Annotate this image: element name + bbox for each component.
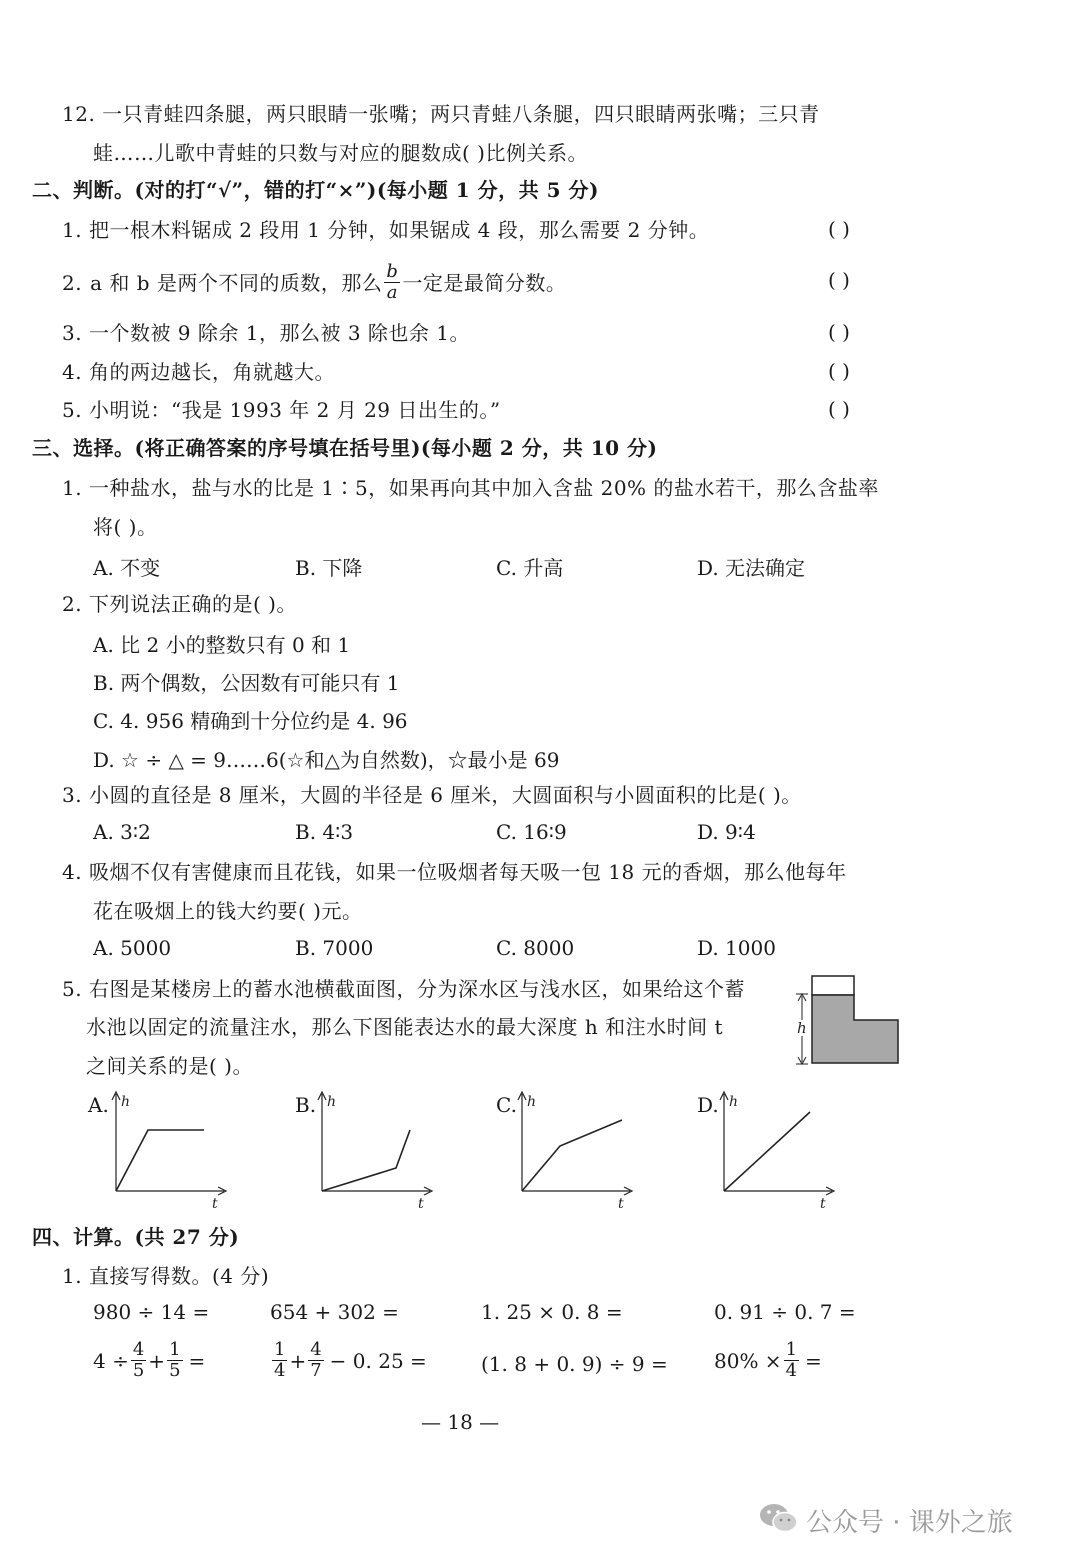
s2-item-2 xyxy=(62,262,566,303)
calc-r2-2-op: + xyxy=(289,1348,307,1373)
graph-d-y-label: h xyxy=(729,1094,739,1110)
s3-q3-line1: 3. 小圆的直径是 8 厘米，大圆的半径是 6 厘米，大圆面积与小圆面积的比是( )。 xyxy=(62,783,802,807)
calc-r2-1-op: + xyxy=(148,1348,166,1373)
s3-q1-line2: 将( )。 xyxy=(93,515,158,539)
fraction-denominator: 5 xyxy=(132,1360,145,1381)
graph-b-y-label: h xyxy=(327,1094,337,1110)
s3-q1-option-d[interactable]: D. 无法确定 xyxy=(697,556,806,580)
s3-q2-line1: 2. 下列说法正确的是( )。 xyxy=(62,592,297,616)
section2-heading: 二、判断。(对的打“√”，错的打“×”)(每小题 1 分，共 5 分) xyxy=(32,178,599,202)
s2-answer-paren-4[interactable]: ( ) xyxy=(828,359,850,383)
s3-q1-option-b[interactable]: B. 下降 xyxy=(295,556,363,580)
s3-q1-option-c[interactable]: C. 升高 xyxy=(496,556,564,580)
calc-r1-3: 1. 25 × 0. 8 = xyxy=(481,1300,623,1324)
graph-c[interactable] xyxy=(510,1088,638,1212)
calc-r2-1 xyxy=(93,1340,205,1381)
section3-heading: 三、选择。(将正确答案的序号填在括号里)(每小题 2 分，共 10 分) xyxy=(32,436,658,460)
fraction-numerator: 4 xyxy=(310,1339,322,1360)
calc-r2-1-pre: 4 ÷ xyxy=(93,1348,129,1373)
graph-a-label[interactable]: A. xyxy=(88,1093,109,1117)
s3-q2-option-b[interactable]: B. 两个偶数，公因数有可能只有 1 xyxy=(93,671,400,695)
graph-a[interactable] xyxy=(104,1088,232,1212)
s2-item-3: 3. 一个数被 9 除余 1，那么被 3 除也余 1。 xyxy=(62,321,470,345)
calc-r1-4: 0. 91 ÷ 0. 7 = xyxy=(714,1300,856,1324)
calc-r2-1-eq: = xyxy=(188,1348,206,1373)
calc-r2-4 xyxy=(714,1340,822,1381)
graph-c-curve xyxy=(522,1120,622,1191)
graph-b-x-label: t xyxy=(418,1196,424,1212)
graph-c-label[interactable]: C. xyxy=(496,1093,517,1117)
s3-q3-option-a[interactable]: A. 3∶2 xyxy=(93,820,151,844)
graph-c-x-label: t xyxy=(618,1196,624,1212)
s3-q4-line2: 花在吸烟上的钱大约要( )元。 xyxy=(93,899,363,923)
fraction-numerator: 4 xyxy=(132,1339,145,1360)
graph-b-curve xyxy=(322,1130,410,1191)
s2-answer-paren-5[interactable]: ( ) xyxy=(828,397,850,421)
calc-r2-3: (1. 8 + 0. 9) ÷ 9 = xyxy=(481,1352,668,1376)
water-tank-figure xyxy=(790,972,902,1068)
calc-r1-1: 980 ÷ 14 = xyxy=(93,1300,210,1324)
section4-heading: 四、计算。(共 27 分) xyxy=(32,1225,240,1249)
graph-d-curve xyxy=(724,1112,810,1191)
calc-r2-4-eq: = xyxy=(805,1348,822,1373)
s3-q3-option-b[interactable]: B. 4∶3 xyxy=(295,820,354,844)
s2-item-2-post: 一定是最简分数。 xyxy=(402,270,567,295)
s2-answer-paren-3[interactable]: ( ) xyxy=(828,320,850,344)
wechat-icon xyxy=(758,1500,800,1536)
s3-q2-option-c[interactable]: C. 4. 956 精确到十分位约是 4. 96 xyxy=(93,709,408,733)
tank-water-area xyxy=(812,995,898,1063)
graph-c-y-label: h xyxy=(527,1094,537,1110)
s3-q5-line2: 水池以固定的流量注水，那么下图能表达水的最大深度 h 和注水时间 t xyxy=(86,1015,723,1039)
tank-top-box xyxy=(812,976,854,995)
calc-r2-4-pre: 80% × xyxy=(714,1348,782,1373)
graph-d[interactable] xyxy=(712,1088,840,1212)
fraction-b-over-a xyxy=(384,262,400,303)
calc-r2-2 xyxy=(270,1340,427,1381)
s2-item-5: 5. 小明说：“我是 1993 年 2 月 29 日出生的。” xyxy=(62,398,501,422)
fraction-numerator: 1 xyxy=(785,1339,798,1360)
s3-q3-option-c[interactable]: C. 16∶9 xyxy=(496,820,567,844)
s3-q1-option-a[interactable]: A. 不变 xyxy=(93,556,161,580)
s2-answer-paren-1[interactable]: ( ) xyxy=(828,217,850,241)
s3-q2-option-a[interactable]: A. 比 2 小的整数只有 0 和 1 xyxy=(93,633,351,657)
s2-item-4: 4. 角的两边越长，角就越大。 xyxy=(62,360,335,384)
fraction-numerator: b xyxy=(386,261,399,282)
fraction-numerator: 1 xyxy=(169,1339,181,1360)
calc-r2-2-tail: − 0. 25 = xyxy=(329,1348,427,1373)
tank-h-label: h xyxy=(797,1019,807,1037)
s3-q1-line1: 1. 一种盐水，盐与水的比是 1∶5，如果再向其中加入含盐 20% 的盐水若干，那么含盐率 xyxy=(62,476,879,500)
page-number: — 18 — xyxy=(421,1410,500,1434)
fraction xyxy=(308,1340,323,1381)
fraction-denominator: a xyxy=(386,282,399,303)
s2-item-2-pre: a 和 b 是两个不同的质数，那么 xyxy=(90,270,383,295)
fraction xyxy=(784,1340,799,1381)
s2-answer-paren-2[interactable]: ( ) xyxy=(828,268,850,292)
fraction-denominator: 4 xyxy=(785,1360,798,1381)
s2-item-1: 1. 把一根木料锯成 2 段用 1 分钟，如果锯成 4 段，那么需要 2 分钟。 xyxy=(62,218,710,242)
fraction-denominator: 5 xyxy=(169,1360,181,1381)
graph-b[interactable] xyxy=(310,1088,438,1212)
s3-q3-option-d[interactable]: D. 9∶4 xyxy=(697,820,756,844)
fraction xyxy=(272,1340,287,1381)
graph-a-curve xyxy=(116,1130,204,1191)
q12-line1: 12. 一只青蛙四条腿，两只眼睛一张嘴；两只青蛙八条腿，四只眼睛两张嘴；三只青 xyxy=(62,102,820,126)
s2-item-2-number: 2. xyxy=(62,270,83,295)
s3-q4-option-b[interactable]: B. 7000 xyxy=(295,936,374,960)
fraction-numerator: 1 xyxy=(274,1339,286,1360)
s3-q4-line1: 4. 吸烟不仅有害健康而且花钱，如果一位吸烟者每天吸一包 18 元的香烟，那么他每年 xyxy=(62,860,847,884)
graph-a-x-label: t xyxy=(212,1196,218,1212)
s3-q2-option-d[interactable]: D. ☆ ÷ △ = 9……6(☆和△为自然数)，☆最小是 69 xyxy=(93,748,560,772)
graph-d-x-label: t xyxy=(820,1196,826,1212)
s3-q5-line1: 5. 右图是某楼房上的蓄水池横截面图，分为深水区与浅水区，如果给这个蓄 xyxy=(62,977,745,1001)
graph-a-y-label: h xyxy=(121,1094,131,1110)
q12-line2: 蛙……儿歌中青蛙的只数与对应的腿数成( )比例关系。 xyxy=(93,141,588,165)
fraction-denominator: 4 xyxy=(274,1360,286,1381)
fraction-denominator: 7 xyxy=(310,1360,322,1381)
s3-q5-line3: 之间关系的是( )。 xyxy=(86,1054,253,1078)
s3-q4-option-d[interactable]: D. 1000 xyxy=(697,936,776,960)
graph-d-label[interactable]: D. xyxy=(697,1093,719,1117)
s4-sub1: 1. 直接写得数。(4 分) xyxy=(62,1264,270,1288)
s3-q4-option-c[interactable]: C. 8000 xyxy=(496,936,575,960)
watermark-text: 公众号 · 课外之旅 xyxy=(806,1508,1013,1538)
calc-r1-2: 654 + 302 = xyxy=(270,1300,399,1324)
fraction xyxy=(167,1340,182,1381)
graph-b-label[interactable]: B. xyxy=(295,1093,317,1117)
s3-q4-option-a[interactable]: A. 5000 xyxy=(93,936,172,960)
fraction xyxy=(131,1340,146,1381)
